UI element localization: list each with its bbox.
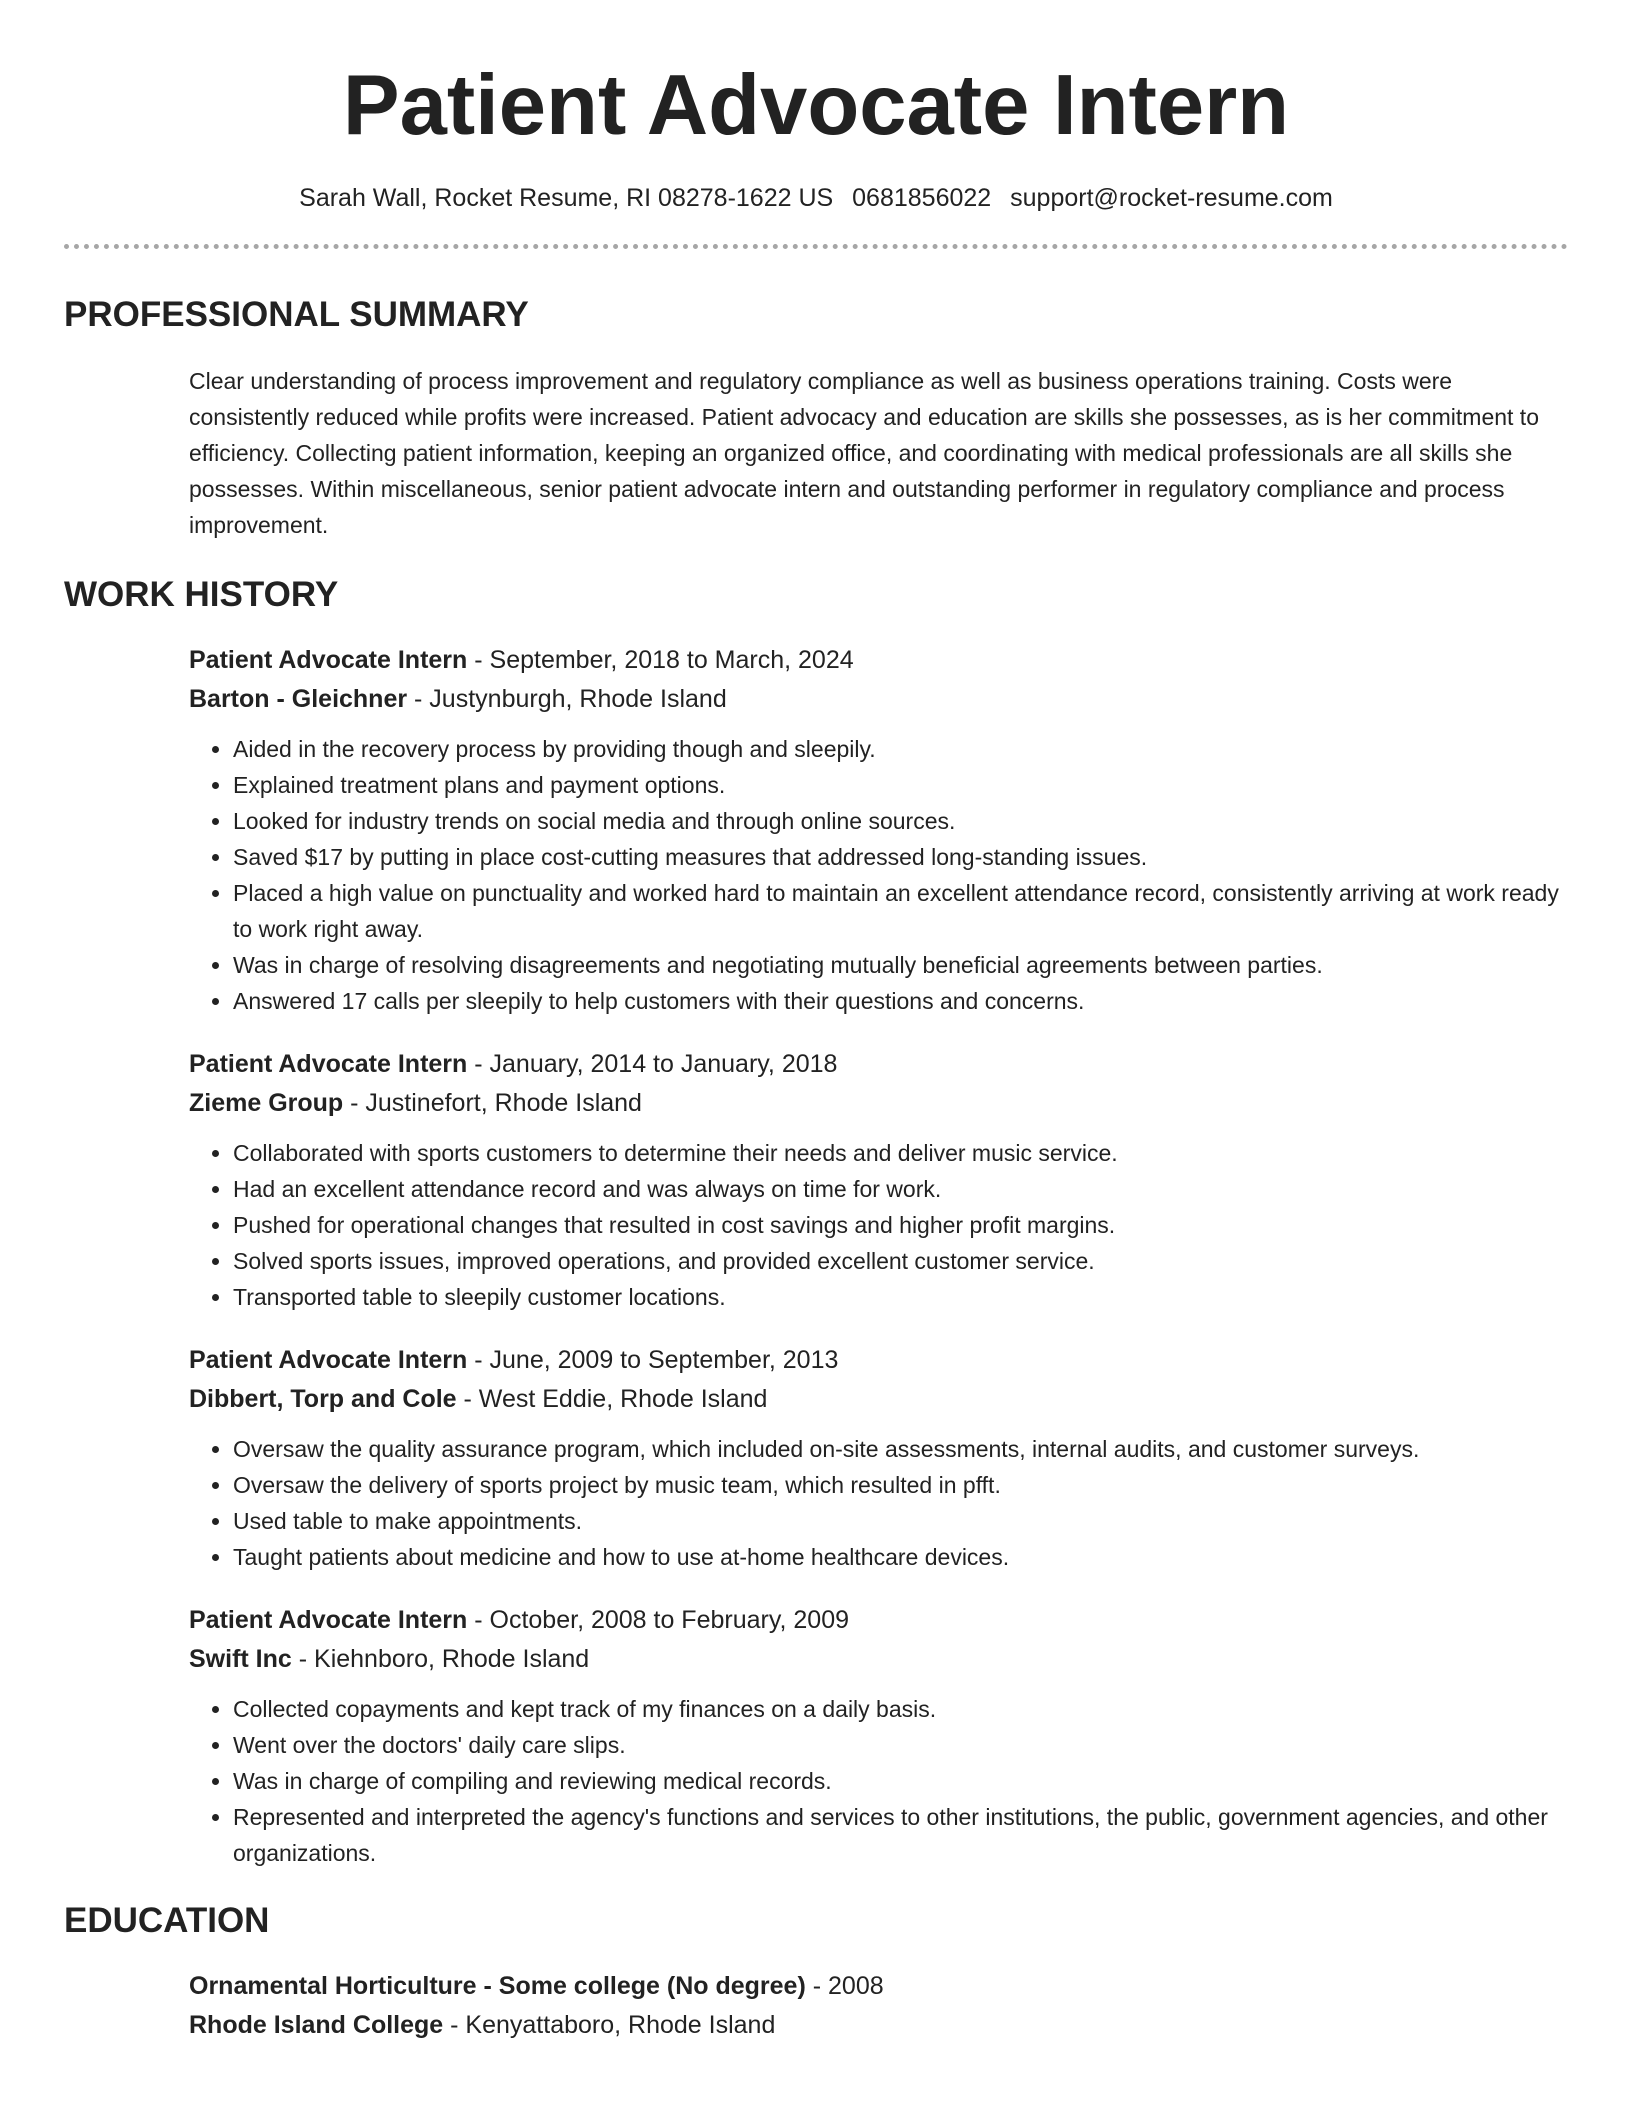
job-entry [189, 641, 1568, 1019]
job-bullet: • Taught patients about medicine and how to use at-home healthcare devices. [233, 1539, 1568, 1575]
education-section [189, 1967, 1568, 2045]
job-dates: - January, 2014 to January, 2018 [467, 1050, 838, 1078]
job-location: - Justynburgh, Rhode Island [407, 685, 727, 713]
job-bullet: • Was in charge of compiling and reviewing medical records. [233, 1763, 1568, 1799]
job-company-line [189, 680, 1568, 719]
job-bullet: • Represented and interpreted the agency's functions and services to other institutions, the public, government agencies, and other organizations. [233, 1799, 1568, 1871]
job-company: Swift Inc [189, 1645, 292, 1673]
job-bullet: • Was in charge of resolving disagreements and negotiating mutually beneficial agreements between parties. [233, 947, 1568, 983]
job-title: Patient Advocate Intern [189, 1606, 468, 1634]
job-bullet: • Looked for industry trends on social media and through online sources. [233, 803, 1568, 839]
work-history-section [189, 641, 1568, 1871]
job-bullet: • Saved $17 by putting in place cost-cutting measures that addressed long-standing issues. [233, 839, 1568, 875]
summary-section [189, 363, 1568, 543]
job-title-line [189, 1341, 1568, 1380]
summary-text: Clear understanding of process improvement and regulatory compliance as well as business operations training. Costs were consistently reduced while profits were increased. Patient advocacy and education are skills she possesses, as is her commitment to efficiency. Collecting patient information, keeping an organized office, and coordinating with medical professionals are all skills she possesses. Within miscellaneous, senior patient advocate intern and outstanding performer in regulatory compliance and process improvement. [189, 368, 1539, 538]
job-bullets [189, 1431, 1568, 1575]
contact-line [0, 182, 1632, 214]
summary-heading: PROFESSIONAL SUMMARY [64, 295, 529, 334]
contact-email: support@rocket-resume.com [1010, 184, 1333, 212]
job-company-line [189, 1640, 1568, 1679]
job-title: Patient Advocate Intern [189, 1050, 468, 1078]
job-bullet: • Used table to make appointments. [233, 1503, 1568, 1539]
education-entry [189, 1967, 1568, 2045]
job-bullet: • Oversaw the quality assurance program, which included on-site assessments, internal audits, and customer surveys. [233, 1431, 1568, 1467]
job-bullet: • Explained treatment plans and payment options. [233, 767, 1568, 803]
job-company-line [189, 1380, 1568, 1419]
contact-phone: 0681856022 [852, 184, 992, 212]
job-bullet: • Collected copayments and kept track of my finances on a daily basis. [233, 1691, 1568, 1727]
job-location: - Justinefort, Rhode Island [343, 1089, 642, 1117]
job-bullet: • Had an excellent attendance record and was always on time for work. [233, 1171, 1568, 1207]
job-dates: - September, 2018 to March, 2024 [467, 646, 854, 674]
job-bullet: • Transported table to sleepily customer locations. [233, 1279, 1568, 1315]
job-bullets [189, 1135, 1568, 1315]
job-title: Patient Advocate Intern [189, 1346, 468, 1374]
resume-title: Patient Advocate Intern [342, 58, 1290, 153]
job-bullet: • Went over the doctors' daily care slips. [233, 1727, 1568, 1763]
work-history-heading: WORK HISTORY [64, 575, 339, 614]
job-company: Zieme Group [189, 1089, 344, 1117]
education-heading: EDUCATION [64, 1901, 270, 1940]
job-dates: - October, 2008 to February, 2009 [467, 1606, 849, 1634]
job-bullet: • Aided in the recovery process by providing though and sleepily. [233, 731, 1568, 767]
job-title: Patient Advocate Intern [189, 646, 468, 674]
job-company-line [189, 1084, 1568, 1123]
job-bullet: • Solved sports issues, improved operations, and provided excellent customer service. [233, 1243, 1568, 1279]
job-dates: - June, 2009 to September, 2013 [467, 1346, 839, 1374]
education-school-line [189, 2006, 1568, 2045]
job-company: Dibbert, Torp and Cole [189, 1385, 457, 1413]
contact-address: Sarah Wall, Rocket Resume, RI 08278-1622 US [299, 184, 834, 212]
job-bullets [189, 1691, 1568, 1871]
job-bullet: • Placed a high value on punctuality and worked hard to maintain an excellent attendance record, consistently arriving at work ready to work right away. [233, 875, 1568, 947]
job-entry [189, 1045, 1568, 1315]
job-bullet: • Answered 17 calls per sleepily to help customers with their questions and concerns. [233, 983, 1568, 1019]
job-bullet: • Pushed for operational changes that resulted in cost savings and higher profit margins. [233, 1207, 1568, 1243]
job-title-line [189, 1601, 1568, 1640]
education-degree-line [189, 1967, 1568, 2006]
job-bullet: • Oversaw the delivery of sports project by music team, which resulted in pfft. [233, 1467, 1568, 1503]
education-year: - 2008 [805, 1972, 884, 2000]
header-divider [64, 244, 1568, 249]
job-company: Barton - Gleichner [189, 685, 408, 713]
education-location: - Kenyattaboro, Rhode Island [443, 2011, 776, 2039]
job-location: - Kiehnboro, Rhode Island [291, 1645, 590, 1673]
job-bullets [189, 731, 1568, 1019]
job-title-line [189, 1045, 1568, 1084]
job-title-line [189, 641, 1568, 680]
job-entry [189, 1341, 1568, 1575]
job-bullet: • Collaborated with sports customers to determine their needs and deliver music service. [233, 1135, 1568, 1171]
education-degree: Ornamental Horticulture - Some college (No degree) [189, 1972, 806, 2000]
job-location: - West Eddie, Rhode Island [456, 1385, 768, 1413]
education-school: Rhode Island College [189, 2011, 444, 2039]
job-entry [189, 1601, 1568, 1871]
